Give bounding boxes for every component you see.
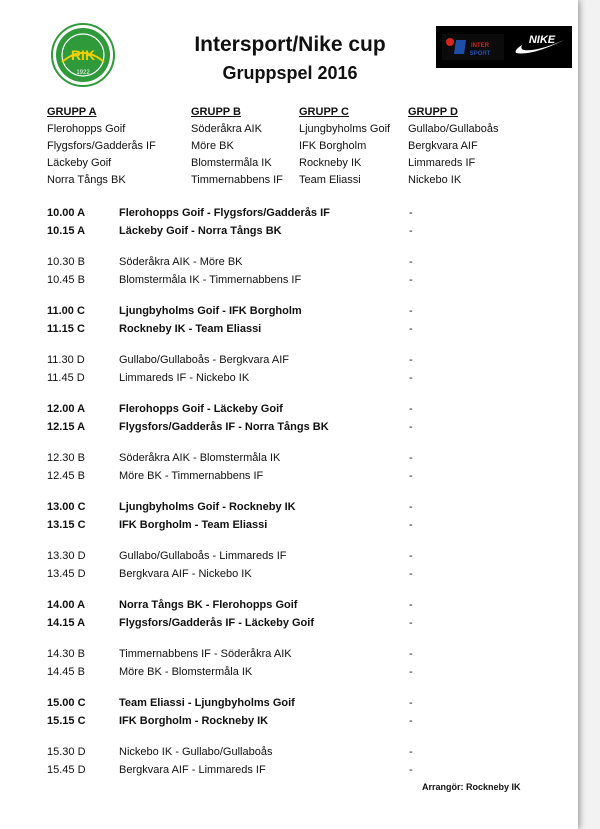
group-column [191,104,283,189]
match-result: - [409,305,413,317]
match-time: 11.30 D [47,354,85,366]
match-result: - [409,568,413,580]
match-teams: IFK Borgholm - Rockneby IK [119,715,269,727]
match-result: - [409,354,413,366]
match-result: - [409,599,413,611]
group-column [47,104,156,189]
group-heading: GRUPP A [47,106,97,118]
match-time: 12.30 B [47,452,85,464]
group-team: Söderåkra AIK [191,123,262,135]
match-result: - [409,470,413,482]
match-teams: Team Eliassi - Ljungbyholms Goif [119,697,295,709]
match-teams: Flerohopps Goif - Läckeby Goif [119,403,283,415]
match-time: 12.45 B [47,470,85,482]
svg-text:INTER: INTER [471,43,489,49]
club-crest-logo [50,22,116,88]
svg-text:NIKE: NIKE [528,34,556,46]
match-result: - [409,715,413,727]
match-time: 14.00 A [47,599,86,611]
group-column [408,104,499,189]
match-result: - [409,648,413,660]
group-team: Nickebo IK [408,174,462,186]
match-result: - [409,617,413,629]
group-team: Läckeby Goif [47,157,112,169]
group-column [299,104,390,189]
match-teams: Timmernabbens IF - Söderåkra AIK [119,648,292,660]
match-teams: Söderåkra AIK - Blomstermåla IK [119,452,281,464]
match-result: - [409,403,413,415]
svg-text:SPORT: SPORT [469,51,491,57]
match-result: - [409,697,413,709]
match-teams: IFK Borgholm - Team Eliassi [119,519,268,531]
match-teams: Möre BK - Timmernabbens IF [119,470,264,482]
match-teams: Blomstermåla IK - Timmernabbens IF [119,274,302,286]
match-teams: Ljungbyholms Goif - Rockneby IK [119,501,296,513]
match-teams: Limmareds IF - Nickebo IK [119,372,250,384]
group-heading: GRUPP D [408,106,458,118]
page-title: Intersport/Nike cup [194,33,386,56]
match-time: 13.45 D [47,568,86,580]
group-heading: GRUPP B [191,106,241,118]
group-team: Limmareds IF [408,157,476,169]
match-result: - [409,274,413,286]
match-time: 10.45 B [47,274,85,286]
svg-text:1922: 1922 [76,70,90,76]
match-teams: Gullabo/Gullaboås - Limmareds IF [119,550,287,562]
match-result: - [409,225,413,237]
match-teams: Läckeby Goif - Norra Tångs BK [119,225,282,237]
match-result: - [409,452,413,464]
group-team: Gullabo/Gullaboås [408,123,499,135]
svg-text:RIK: RIK [70,47,96,63]
group-team: Bergkvara AIF [408,140,478,152]
group-team: Flygsfors/Gadderås IF [47,140,156,152]
match-time: 15.45 D [47,764,86,776]
group-team: Blomstermåla IK [191,157,272,169]
match-teams: Flerohopps Goif - Flygsfors/Gadderås IF [119,207,330,219]
match-result: - [409,207,413,219]
group-team: Möre BK [191,140,234,152]
match-result: - [409,323,413,335]
match-time: 13.15 C [47,519,86,531]
group-team: Ljungbyholms Goif [299,123,391,135]
match-teams: Gullabo/Gullaboås - Bergkvara AIF [119,354,289,366]
match-teams: Bergkvara AIF - Limmareds IF [119,764,266,776]
match-teams: Flygsfors/Gadderås IF - Norra Tångs BK [119,421,329,433]
match-result: - [409,372,413,384]
match-teams: Flygsfors/Gadderås IF - Läckeby Goif [119,617,314,629]
group-team: Team Eliassi [299,174,361,186]
group-team: Rockneby IK [299,157,362,169]
match-time: 15.00 C [47,697,86,709]
group-team: IFK Borgholm [299,140,367,152]
match-result: - [409,421,413,433]
match-teams: Ljungbyholms Goif - IFK Borgholm [119,305,302,317]
group-team: Norra Tångs BK [47,174,126,186]
match-time: 11.45 D [47,372,85,384]
match-time: 14.45 B [47,666,85,678]
match-time: 14.30 B [47,648,85,660]
match-result: - [409,666,413,678]
match-time: 13.30 D [47,550,86,562]
sponsor-logos [436,26,572,68]
match-result: - [409,550,413,562]
group-team: Flerohopps Goif [47,123,126,135]
match-time: 10.00 A [47,207,86,219]
match-time: 12.15 A [47,421,86,433]
organizer-text: Arrangör: Rockneby IK [422,782,521,792]
match-result: - [409,501,413,513]
match-teams: Bergkvara AIF - Nickebo IK [119,568,252,580]
match-time: 10.30 B [47,256,85,268]
match-time: 15.30 D [47,746,86,758]
match-time: 10.15 A [47,225,86,237]
match-time: 15.15 C [47,715,86,727]
match-time: 11.00 C [47,305,85,317]
match-result: - [409,519,413,531]
match-time: 13.00 C [47,501,86,513]
match-time: 12.00 A [47,403,86,415]
match-teams: Söderåkra AIK - Möre BK [119,256,243,268]
match-time: 14.15 A [47,617,86,629]
match-result: - [409,746,413,758]
match-result: - [409,764,413,776]
match-teams: Rockneby IK - Team Eliassi [119,323,262,335]
match-time: 11.15 C [47,323,85,335]
match-teams: Möre BK - Blomstermåla IK [119,666,253,678]
match-teams: Nickebo IK - Gullabo/Gullaboås [119,746,273,758]
group-heading: GRUPP C [299,106,349,118]
group-team: Timmernabbens IF [191,174,283,186]
match-teams: Norra Tångs BK - Flerohopps Goif [119,599,298,611]
page-subtitle: Gruppspel 2016 [222,63,358,83]
match-result: - [409,256,413,268]
